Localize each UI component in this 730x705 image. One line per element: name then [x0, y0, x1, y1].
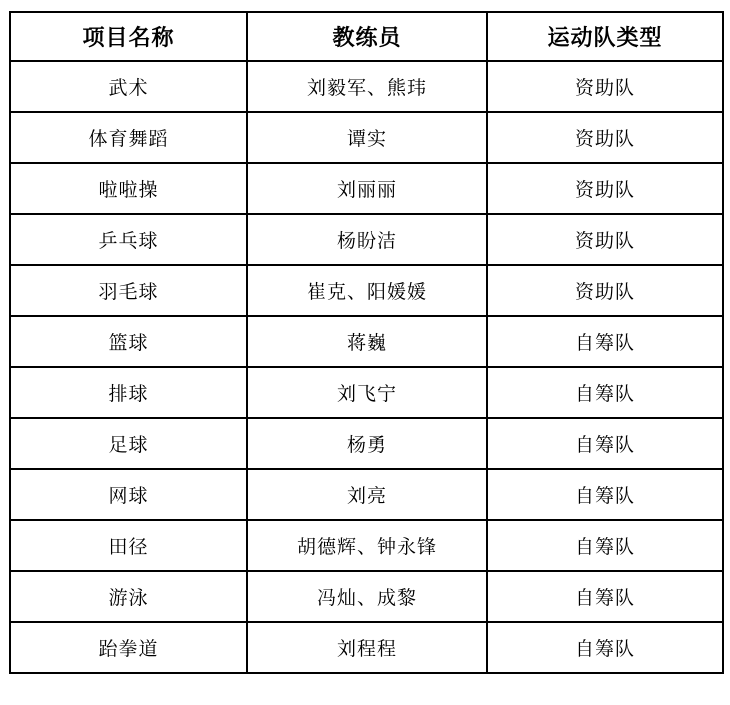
project-cell: 体育舞蹈: [10, 112, 247, 163]
team-type-cell: 自筹队: [487, 367, 723, 418]
table-row: [10, 622, 723, 673]
team-type-cell: 自筹队: [487, 520, 723, 571]
table-row: [10, 163, 723, 214]
project-cell: 游泳: [10, 571, 247, 622]
team-type-cell: 资助队: [487, 214, 723, 265]
table-row: [10, 61, 723, 112]
team-type-cell: 资助队: [487, 265, 723, 316]
team-type-cell: 自筹队: [487, 316, 723, 367]
coach-cell: 胡德辉、钟永锋: [247, 520, 487, 571]
teams-table-container: [9, 11, 724, 674]
team-type-cell: 资助队: [487, 163, 723, 214]
project-cell: 足球: [10, 418, 247, 469]
coach-cell: 崔克、阳媛媛: [247, 265, 487, 316]
project-cell: 跆拳道: [10, 622, 247, 673]
coach-cell: 蒋巍: [247, 316, 487, 367]
table-row: [10, 112, 723, 163]
project-cell: 羽毛球: [10, 265, 247, 316]
coach-cell: 刘亮: [247, 469, 487, 520]
table-row: [10, 520, 723, 571]
team-type-cell: 自筹队: [487, 622, 723, 673]
project-cell: 田径: [10, 520, 247, 571]
header-team-type: 运动队类型: [487, 12, 723, 61]
team-type-cell: 自筹队: [487, 418, 723, 469]
coach-cell: 杨勇: [247, 418, 487, 469]
team-type-cell: 资助队: [487, 61, 723, 112]
table-row: [10, 316, 723, 367]
coach-cell: 杨盼洁: [247, 214, 487, 265]
project-cell: 排球: [10, 367, 247, 418]
coach-cell: 刘毅军、熊玮: [247, 61, 487, 112]
team-type-cell: 自筹队: [487, 571, 723, 622]
header-row: [10, 12, 723, 61]
team-type-cell: 自筹队: [487, 469, 723, 520]
project-cell: 武术: [10, 61, 247, 112]
project-cell: 篮球: [10, 316, 247, 367]
teams-table: [9, 11, 724, 674]
table-row: [10, 265, 723, 316]
table-row: [10, 367, 723, 418]
coach-cell: 刘程程: [247, 622, 487, 673]
coach-cell: 冯灿、成黎: [247, 571, 487, 622]
team-type-cell: 资助队: [487, 112, 723, 163]
table-row: [10, 214, 723, 265]
table-row: [10, 418, 723, 469]
coach-cell: 刘丽丽: [247, 163, 487, 214]
coach-cell: 刘飞宁: [247, 367, 487, 418]
header-coach: 教练员: [247, 12, 487, 61]
table-row: [10, 469, 723, 520]
project-cell: 啦啦操: [10, 163, 247, 214]
project-cell: 乒乓球: [10, 214, 247, 265]
header-project-name: 项目名称: [10, 12, 247, 61]
table-row: [10, 571, 723, 622]
coach-cell: 谭实: [247, 112, 487, 163]
project-cell: 网球: [10, 469, 247, 520]
